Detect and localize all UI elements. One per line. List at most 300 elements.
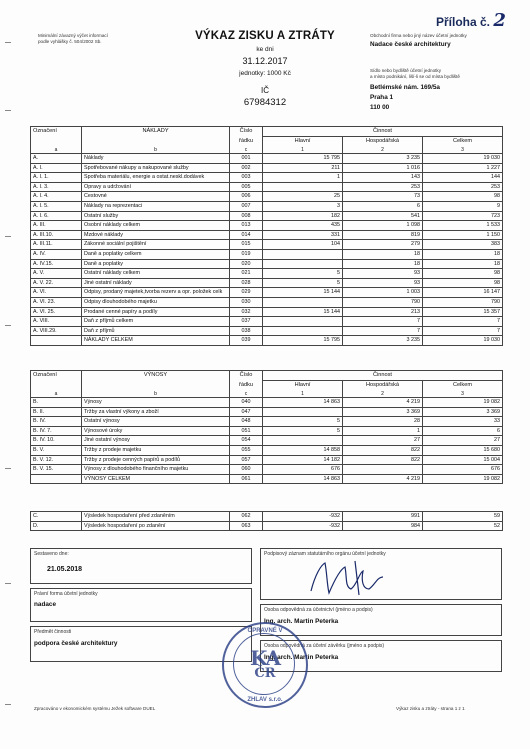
attachment-number: 2 bbox=[493, 10, 506, 31]
company-stamp bbox=[222, 622, 308, 708]
costs-h-hlavni: Hlavní bbox=[263, 137, 343, 147]
costs-oznaceni: A. III.11. bbox=[31, 240, 82, 250]
costs-line-number: 013 bbox=[230, 221, 263, 231]
costs-label: Osobní náklady celkem bbox=[82, 221, 230, 231]
costs-label: Prodané cenné papíry a podíly bbox=[82, 307, 230, 317]
costs-line-number: 015 bbox=[230, 240, 263, 250]
revenue-economic-value: 28 bbox=[343, 417, 423, 427]
costs-sub-b: b bbox=[82, 147, 230, 154]
costs-main-value bbox=[263, 249, 343, 259]
revenue-economic-value bbox=[343, 465, 423, 475]
costs-label: Náklady bbox=[82, 154, 230, 164]
revenue-total-value: 19 082 bbox=[423, 398, 503, 408]
costs-row bbox=[31, 154, 503, 164]
costs-oznaceni: A. V. 22. bbox=[31, 278, 82, 288]
revenue-header-row2 bbox=[31, 381, 503, 391]
revenue-row bbox=[31, 465, 503, 475]
revenue-h-hosp: Hospodářská bbox=[343, 381, 423, 391]
costs-label: Cestovné bbox=[82, 192, 230, 202]
costs-line-number: 007 bbox=[230, 201, 263, 211]
costs-line-number: 003 bbox=[230, 173, 263, 183]
revenue-label: Jiné ostatní výnosy bbox=[82, 436, 230, 446]
costs-economic-value: 819 bbox=[343, 230, 423, 240]
costs-main-value: 211 bbox=[263, 163, 343, 173]
costs-main-value bbox=[263, 182, 343, 192]
costs-economic-value: 1 098 bbox=[343, 221, 423, 231]
costs-sub-2: 2 bbox=[343, 147, 423, 154]
revenue-economic-value: 3 369 bbox=[343, 407, 423, 417]
results-oznaceni: D. bbox=[31, 521, 82, 531]
results-main-value: -932 bbox=[263, 512, 343, 522]
costs-line-number: 028 bbox=[230, 278, 263, 288]
results-label: Výsledek hospodaření po zdanění bbox=[82, 521, 230, 531]
costs-economic-value: 18 bbox=[343, 249, 423, 259]
results-row bbox=[31, 521, 503, 531]
costs-table bbox=[30, 126, 503, 346]
revenue-label: VÝNOSY CELKEM bbox=[82, 474, 230, 484]
costs-economic-value: 7 bbox=[343, 326, 423, 336]
ic-label: IČ bbox=[261, 86, 269, 95]
costs-line-number: 020 bbox=[230, 259, 263, 269]
costs-row bbox=[31, 317, 503, 327]
legal-form-label: Právní forma účetní jednotky bbox=[34, 591, 98, 597]
results-table bbox=[30, 511, 503, 531]
costs-h-blank bbox=[31, 137, 82, 147]
costs-row bbox=[31, 326, 503, 336]
revenue-line-number: 051 bbox=[230, 426, 263, 436]
costs-oznaceni: A. III. bbox=[31, 221, 82, 231]
costs-economic-value: 73 bbox=[343, 192, 423, 202]
costs-total-value: 19 030 bbox=[423, 336, 503, 346]
attachment-label bbox=[436, 10, 506, 31]
revenue-sub-c: c bbox=[230, 391, 263, 398]
costs-row bbox=[31, 173, 503, 183]
revenue-main-value bbox=[263, 407, 343, 417]
costs-main-value: 435 bbox=[263, 221, 343, 231]
margin-mark bbox=[5, 236, 11, 237]
stamp-bottom-text: ZHLAV s.r.o. bbox=[247, 697, 283, 703]
costs-oznaceni: A. III.10. bbox=[31, 230, 82, 240]
costs-label: Opravy a udržování bbox=[82, 182, 230, 192]
costs-total-value: 790 bbox=[423, 297, 503, 307]
costs-sub-3: 3 bbox=[423, 147, 503, 154]
revenue-total-value: 6 bbox=[423, 426, 503, 436]
org-name-label: Obchodní firma nebo jiný název účetní jednotky bbox=[370, 33, 467, 38]
revenue-total-value: 15 004 bbox=[423, 455, 503, 465]
accountant-value: Ing. arch. Martin Peterka bbox=[264, 618, 339, 625]
costs-line-number: 008 bbox=[230, 211, 263, 221]
activity-value: podpora české architektury bbox=[34, 640, 118, 647]
software-note: Zpracováno v ekonomickém systému Ježek software DUEL bbox=[34, 706, 156, 711]
revenue-main-value: 676 bbox=[263, 465, 343, 475]
legal-form-box bbox=[30, 588, 252, 622]
costs-line-number: 021 bbox=[230, 269, 263, 279]
costs-main-value: 5 bbox=[263, 269, 343, 279]
costs-main-value: 15 795 bbox=[263, 154, 343, 164]
attachment-label-text: Příloha č. bbox=[436, 15, 491, 29]
costs-total-value: 19 030 bbox=[423, 154, 503, 164]
revenue-row bbox=[31, 417, 503, 427]
costs-main-value: 182 bbox=[263, 211, 343, 221]
margin-mark bbox=[5, 110, 11, 111]
revenue-main-value: 5 bbox=[263, 417, 343, 427]
revenue-oznaceni: B. IV. bbox=[31, 417, 82, 427]
revenue-label: Ostatní výnosy bbox=[82, 417, 230, 427]
costs-label: Daň z příjmů bbox=[82, 326, 230, 336]
revenue-h-radku: řádku bbox=[230, 381, 263, 391]
stamp-logo-line1: KA bbox=[249, 646, 281, 670]
revenue-line-number: 057 bbox=[230, 455, 263, 465]
costs-sub-1: 1 bbox=[263, 147, 343, 154]
costs-oznaceni: A. I. 6. bbox=[31, 211, 82, 221]
closing-label: Osoba odpovědná za účetní závěrku (jméno a podpis) bbox=[264, 643, 385, 649]
costs-line-number: 030 bbox=[230, 297, 263, 307]
costs-total-value: 7 bbox=[423, 326, 503, 336]
costs-label: Ostatní služby bbox=[82, 211, 230, 221]
revenue-main-value: 14 182 bbox=[263, 455, 343, 465]
revenue-row bbox=[31, 445, 503, 455]
costs-main-value bbox=[263, 317, 343, 327]
revenue-oznaceni bbox=[31, 474, 82, 484]
costs-label: NÁKLADY CELKEM bbox=[82, 336, 230, 346]
costs-oznaceni: A. I. 4. bbox=[31, 192, 82, 202]
signature-box bbox=[260, 548, 502, 600]
costs-oznaceni: A. VI. 25. bbox=[31, 307, 82, 317]
costs-economic-value: 790 bbox=[343, 297, 423, 307]
revenue-sub-3: 3 bbox=[423, 391, 503, 398]
costs-h-blank bbox=[82, 137, 230, 147]
costs-oznaceni: A. I. bbox=[31, 163, 82, 173]
results-main-value: -932 bbox=[263, 521, 343, 531]
costs-economic-value: 18 bbox=[343, 259, 423, 269]
costs-row bbox=[31, 249, 503, 259]
activity-box bbox=[30, 626, 252, 662]
costs-row bbox=[31, 336, 503, 346]
costs-label: Spotřeba materiálu, energie a ostat.neskl.dodávek bbox=[82, 173, 230, 183]
revenue-total-value: 15 680 bbox=[423, 445, 503, 455]
costs-label: Jiné ostatní náklady bbox=[82, 278, 230, 288]
report-ke-dni: ke dni bbox=[256, 46, 274, 53]
costs-main-value bbox=[263, 259, 343, 269]
costs-total-value: 16 147 bbox=[423, 288, 503, 298]
margin-mark bbox=[5, 468, 11, 469]
costs-h-celkem: Celkem bbox=[423, 137, 503, 147]
closing-value: Ing. arch. Martin Peterka bbox=[264, 654, 339, 661]
revenue-line-number: 055 bbox=[230, 445, 263, 455]
costs-row bbox=[31, 288, 503, 298]
revenue-line-number: 061 bbox=[230, 474, 263, 484]
costs-label: Spotřebované nákupy a nakupované služby bbox=[82, 163, 230, 173]
revenue-line-number: 054 bbox=[230, 436, 263, 446]
costs-total-value: 98 bbox=[423, 192, 503, 202]
costs-oznaceni: A. bbox=[31, 154, 82, 164]
revenue-h-vynosy: VÝNOSY bbox=[82, 371, 230, 381]
costs-header-row bbox=[31, 127, 503, 137]
costs-line-number: 039 bbox=[230, 336, 263, 346]
costs-economic-value: 1 003 bbox=[343, 288, 423, 298]
costs-label: Odpisy, prodaný majetek,tvorba rezerv a opr. položek celk bbox=[82, 288, 230, 298]
costs-h-radku: řádku bbox=[230, 137, 263, 147]
costs-main-value: 1 bbox=[263, 173, 343, 183]
results-label: Výsledek hospodaření před zdaněním bbox=[82, 512, 230, 522]
date-box bbox=[30, 548, 252, 584]
costs-line-number: 014 bbox=[230, 230, 263, 240]
revenue-row bbox=[31, 474, 503, 484]
costs-economic-value: 253 bbox=[343, 182, 423, 192]
seat-label-line2: a místo podnikání, liší-li se od místa bydliště bbox=[370, 73, 460, 79]
revenue-header-row bbox=[31, 371, 503, 381]
costs-total-value: 9 bbox=[423, 201, 503, 211]
costs-oznaceni: A. V. bbox=[31, 269, 82, 279]
handwritten-signature bbox=[301, 555, 431, 599]
costs-main-value: 15 144 bbox=[263, 307, 343, 317]
revenue-h-blank bbox=[31, 381, 82, 391]
costs-oznaceni: A. VIII. bbox=[31, 317, 82, 327]
costs-line-number: 029 bbox=[230, 288, 263, 298]
results-economic-value: 991 bbox=[343, 512, 423, 522]
costs-row bbox=[31, 240, 503, 250]
costs-label: Ostatní náklady celkem bbox=[82, 269, 230, 279]
ic-value: 67984312 bbox=[243, 97, 287, 108]
revenue-label: Tržby z prodeje cenných papírů a podílů bbox=[82, 455, 230, 465]
activity-label: Předmět činnosti bbox=[34, 629, 72, 635]
costs-oznaceni: A. IV.15. bbox=[31, 259, 82, 269]
legal-note bbox=[38, 33, 138, 44]
costs-total-value: 723 bbox=[423, 211, 503, 221]
costs-economic-value: 1 016 bbox=[343, 163, 423, 173]
costs-h-cinnost: Činnost bbox=[263, 127, 503, 137]
revenue-sub-a: a bbox=[31, 391, 82, 398]
costs-label: Daň z příjmů celkem bbox=[82, 317, 230, 327]
costs-economic-value: 541 bbox=[343, 211, 423, 221]
costs-total-value: 1 227 bbox=[423, 163, 503, 173]
costs-total-value: 253 bbox=[423, 182, 503, 192]
revenue-sub-2: 2 bbox=[343, 391, 423, 398]
costs-main-value: 25 bbox=[263, 192, 343, 202]
org-name: Nadace české architektury bbox=[370, 41, 451, 48]
costs-row bbox=[31, 230, 503, 240]
revenue-label: Výnosy z dlouhodobého finančního majetku bbox=[82, 465, 230, 475]
revenue-main-value: 14 858 bbox=[263, 445, 343, 455]
costs-label: Daně a poplatky celkem bbox=[82, 249, 230, 259]
legal-note-line2: podle vyhlášky č. 504/2002 Sb. bbox=[38, 38, 102, 44]
costs-row bbox=[31, 201, 503, 211]
legal-form-value: nadace bbox=[34, 601, 57, 608]
costs-sub-a: a bbox=[31, 147, 82, 154]
costs-total-value: 144 bbox=[423, 173, 503, 183]
costs-main-value: 5 bbox=[263, 278, 343, 288]
costs-economic-value: 279 bbox=[343, 240, 423, 250]
costs-row bbox=[31, 297, 503, 307]
costs-row bbox=[31, 192, 503, 202]
costs-main-value: 331 bbox=[263, 230, 343, 240]
costs-economic-value: 3 235 bbox=[343, 154, 423, 164]
revenue-oznaceni: B. V. bbox=[31, 445, 82, 455]
costs-line-number: 037 bbox=[230, 317, 263, 327]
costs-header-row2 bbox=[31, 137, 503, 147]
revenue-oznaceni: B. IV. 10. bbox=[31, 436, 82, 446]
results-total-value: 52 bbox=[423, 521, 503, 531]
report-date: 31.12.2017 bbox=[242, 56, 288, 66]
revenue-oznaceni: B. IV. 7. bbox=[31, 426, 82, 436]
costs-line-number: 038 bbox=[230, 326, 263, 336]
page-footer: Výkaz zisku a ztráty - strana 1 z 1 bbox=[396, 706, 465, 711]
costs-total-value: 383 bbox=[423, 240, 503, 250]
margin-mark bbox=[5, 583, 11, 584]
costs-total-value: 1 533 bbox=[423, 221, 503, 231]
revenue-main-value bbox=[263, 436, 343, 446]
revenue-total-value: 676 bbox=[423, 465, 503, 475]
costs-total-value: 18 bbox=[423, 259, 503, 269]
revenue-oznaceni: B. V. 15. bbox=[31, 465, 82, 475]
costs-oznaceni bbox=[31, 336, 82, 346]
costs-line-number: 006 bbox=[230, 192, 263, 202]
costs-row bbox=[31, 278, 503, 288]
revenue-sub-b: b bbox=[82, 391, 230, 398]
costs-label: Mzdové náklady bbox=[82, 230, 230, 240]
costs-total-value: 7 bbox=[423, 317, 503, 327]
revenue-economic-value: 4 219 bbox=[343, 474, 423, 484]
costs-main-value bbox=[263, 297, 343, 307]
revenue-line-number: 060 bbox=[230, 465, 263, 475]
revenue-row bbox=[31, 398, 503, 408]
revenue-row bbox=[31, 436, 503, 446]
costs-oznaceni: A. IV. bbox=[31, 249, 82, 259]
revenue-label: Výnosové úroky bbox=[82, 426, 230, 436]
costs-row bbox=[31, 182, 503, 192]
costs-row bbox=[31, 163, 503, 173]
seat-zip: 110 00 bbox=[370, 104, 390, 111]
costs-row bbox=[31, 211, 503, 221]
revenue-total-value: 19 082 bbox=[423, 474, 503, 484]
costs-line-number: 032 bbox=[230, 307, 263, 317]
results-oznaceni: C. bbox=[31, 512, 82, 522]
costs-line-number: 019 bbox=[230, 249, 263, 259]
revenue-oznaceni: B. II. bbox=[31, 407, 82, 417]
costs-line-number: 002 bbox=[230, 163, 263, 173]
revenue-label: Tržby z prodeje majetku bbox=[82, 445, 230, 455]
seat-street: Betlémské nám. 169/5a bbox=[370, 84, 440, 91]
results-total-value: 59 bbox=[423, 512, 503, 522]
signature-label: Podpisový záznam statutárního orgánu účetní jednotky bbox=[264, 551, 386, 557]
costs-economic-value: 213 bbox=[343, 307, 423, 317]
revenue-h-celkem: Celkem bbox=[423, 381, 503, 391]
costs-line-number: 001 bbox=[230, 154, 263, 164]
costs-oznaceni: A. I. 5. bbox=[31, 201, 82, 211]
costs-row bbox=[31, 221, 503, 231]
revenue-label: Výnosy bbox=[82, 398, 230, 408]
costs-subheader-row bbox=[31, 147, 503, 154]
report-title: VÝKAZ ZISKU A ZTRÁTY bbox=[195, 30, 335, 42]
costs-line-number: 005 bbox=[230, 182, 263, 192]
seat-city: Praha 1 bbox=[370, 94, 394, 101]
costs-row bbox=[31, 307, 503, 317]
costs-economic-value: 7 bbox=[343, 317, 423, 327]
revenue-sub-1: 1 bbox=[263, 391, 343, 398]
costs-oznaceni: A. I. 3. bbox=[31, 182, 82, 192]
revenue-total-value: 33 bbox=[423, 417, 503, 427]
date-value: 21.05.2018 bbox=[47, 566, 83, 573]
costs-main-value: 15 795 bbox=[263, 336, 343, 346]
costs-oznaceni: A. VI. 23. bbox=[31, 297, 82, 307]
costs-main-value: 104 bbox=[263, 240, 343, 250]
revenue-line-number: 040 bbox=[230, 398, 263, 408]
costs-h-naklady: NÁKLADY bbox=[82, 127, 230, 137]
revenue-main-value: 5 bbox=[263, 426, 343, 436]
costs-economic-value: 6 bbox=[343, 201, 423, 211]
costs-oznaceni: A. VIII.29. bbox=[31, 326, 82, 336]
revenue-row bbox=[31, 407, 503, 417]
revenue-label: Tržby za vlastní výkony a zboží bbox=[82, 407, 230, 417]
costs-economic-value: 93 bbox=[343, 269, 423, 279]
margin-mark bbox=[5, 42, 11, 43]
costs-economic-value: 93 bbox=[343, 278, 423, 288]
results-row bbox=[31, 512, 503, 522]
revenue-economic-value: 822 bbox=[343, 455, 423, 465]
costs-oznaceni: A. VI. bbox=[31, 288, 82, 298]
seat-label-line1: Sídlo nebo bydliště účetní jednotky bbox=[370, 68, 441, 73]
costs-label: Zákonné sociální pojištění bbox=[82, 240, 230, 250]
costs-h-hosp: Hospodářská bbox=[343, 137, 423, 147]
revenue-h-oznaceni: Označení bbox=[31, 371, 82, 381]
revenue-total-value: 3 369 bbox=[423, 407, 503, 417]
costs-main-value bbox=[263, 326, 343, 336]
stamp-top-text: OPRAVNÉ V bbox=[247, 628, 283, 634]
costs-label: Odpisy dlouhodobého majetku bbox=[82, 297, 230, 307]
revenue-main-value: 14 863 bbox=[263, 474, 343, 484]
costs-total-value: 1 150 bbox=[423, 230, 503, 240]
results-line-number: 062 bbox=[230, 512, 263, 522]
costs-total-value: 15 357 bbox=[423, 307, 503, 317]
report-units: jednotky: 1000 Kč bbox=[239, 70, 291, 77]
revenue-economic-value: 27 bbox=[343, 436, 423, 446]
date-label: Sestaveno dne: bbox=[34, 551, 69, 557]
costs-h-oznaceni: Označení bbox=[31, 127, 82, 137]
revenue-row bbox=[31, 426, 503, 436]
accountant-label: Osoba odpovědná za účetnictví (jméno a podpis) bbox=[264, 607, 373, 613]
costs-label: Daně a poplatky bbox=[82, 259, 230, 269]
revenue-h-hlavni: Hlavní bbox=[263, 381, 343, 391]
costs-main-value: 3 bbox=[263, 201, 343, 211]
costs-label: Náklady na reprezentaci bbox=[82, 201, 230, 211]
results-line-number: 063 bbox=[230, 521, 263, 531]
costs-row bbox=[31, 269, 503, 279]
costs-main-value: 15 144 bbox=[263, 288, 343, 298]
revenue-h-cinnost: Činnost bbox=[263, 371, 503, 381]
margin-mark bbox=[5, 704, 11, 705]
revenue-oznaceni: B. V. 12. bbox=[31, 455, 82, 465]
revenue-row bbox=[31, 455, 503, 465]
revenue-line-number: 048 bbox=[230, 417, 263, 427]
costs-total-value: 98 bbox=[423, 278, 503, 288]
revenue-main-value: 14 863 bbox=[263, 398, 343, 408]
revenue-subheader-row bbox=[31, 391, 503, 398]
stamp-logo-line2: ČR bbox=[254, 666, 276, 681]
costs-economic-value: 143 bbox=[343, 173, 423, 183]
costs-h-cislo: Číslo bbox=[230, 127, 263, 137]
revenue-economic-value: 1 bbox=[343, 426, 423, 436]
revenue-h-cislo: Číslo bbox=[230, 371, 263, 381]
revenue-oznaceni: B. bbox=[31, 398, 82, 408]
costs-total-value: 98 bbox=[423, 269, 503, 279]
costs-oznaceni: A. I. 1. bbox=[31, 173, 82, 183]
revenue-h-blank bbox=[82, 381, 230, 391]
costs-economic-value: 3 235 bbox=[343, 336, 423, 346]
revenue-line-number: 047 bbox=[230, 407, 263, 417]
costs-row bbox=[31, 259, 503, 269]
revenue-total-value: 27 bbox=[423, 436, 503, 446]
margin-mark bbox=[5, 325, 11, 326]
